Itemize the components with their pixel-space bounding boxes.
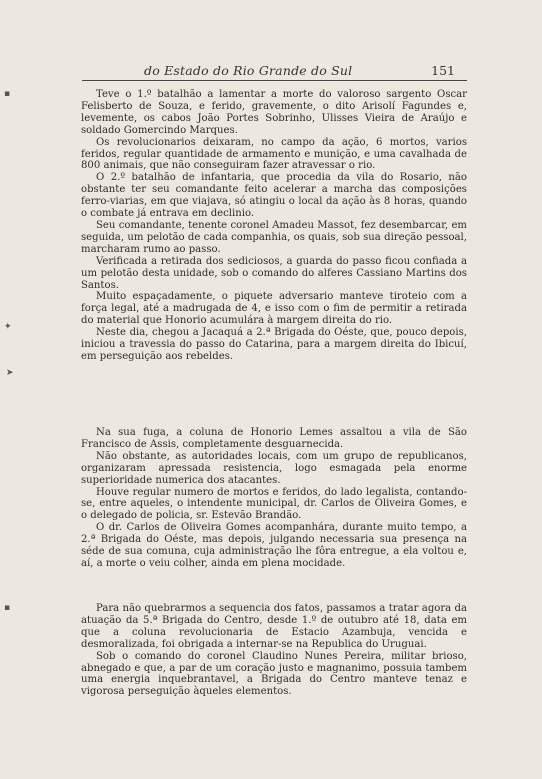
paragraph: Na sua fuga, a coluna de Honorio Lemes assaltou a vila de São Francisco de Assis, completamente desguarnecida.	[81, 427, 467, 450]
paragraph: Muito espaçadamente, o piquete adversario manteve tiroteio com a força legal, até a madrugada de 4, e isso com o fim de permitir a retirada do material que Honorio acumulára à margem direita do rio.	[81, 291, 467, 327]
paragraph: Seu comandante, tenente coronel Amadeu Massot, fez desembarcar, em seguida, um pelotão de cada companhia, os quais, sob sua direção pessoal, marcharam rumo ao passo.	[81, 219, 467, 255]
margin-mark: ➤	[6, 368, 14, 378]
page-header	[82, 63, 467, 81]
paragraph: Houve regular numero de mortos e feridos, do lado legalista, contando-se, entre aqueles, o intendente municipal, dr. Carlos de Oliveira Gomes, e o delegado de policia, sr. Estevão Brandão.	[81, 486, 467, 522]
running-head: do Estado do Rio Grande do Sul	[144, 63, 353, 78]
paragraph: O 2.º batalhão de infantaria, que procedia da vila do Rosario, não obstante ter seu comandante feito acelerar a marcha das composições ferro-viarias, em que viajava, só atingiu o local da ação às 8 horas, quando o combate já entrava em declinio.	[81, 172, 467, 220]
paragraph: Para não quebrarmos a sequencia dos fatos, passamos a tratar agora da atuação da 5.ª Brigada do Centro, desde 1.º de outubro até 18, data em que a coluna revolucionaria de Estacio Azambuja, vencida e desmoralizada, foi obrigada a internar-se na Republica do Uruguai.	[81, 603, 467, 650]
text-section-1	[81, 89, 467, 363]
paragraph: O dr. Carlos de Oliveira Gomes acompanhára, durante muito tempo, a 2.ª Brigada do Oéste, mas depois, julgando necessaria sua presença na séde de sua comuna, cuja administração lhe fôra entregue, a ela voltou e, aí, a morte o veiu colher, ainda em plena mocidade.	[81, 522, 467, 569]
margin-mark: ✦	[4, 322, 12, 332]
page-number: 151	[431, 63, 455, 78]
paragraph: Teve o 1.º batalhão a lamentar a morte do valoroso sargento Oscar Felisberto de Souza, e ferido, gravemente, o dito Arisolí Fagundes e, levemente, os cabos João Portes Sobrinho, Ulisses Vieira de Araújo e soldado Gomercindo Marques.	[81, 89, 467, 136]
paragraph: Os revolucionarios deixaram, no campo da ação, 6 mortos, varios feridos, regular quantidade de armamento e munição, e uma cavalhada de 800 animais, que não conseguiram fazer atravessar o rio.	[81, 136, 467, 172]
paragraph: Neste dia, chegou a Jacaquá a 2.ª Brigada do Oéste, que, pouco depois, iniciou a travessia do passo do Catarina, para a margem direita do Ibicuí, em perseguição aos rebeldes.	[81, 327, 467, 362]
text-section-2	[81, 427, 467, 570]
margin-mark: ▪	[4, 89, 11, 99]
paragraph: Não obstante, as autoridades locais, com um grupo de republicanos, organizaram apressada resistencia, logo esmagada pela enorme superioridade numerica dos atacantes.	[81, 450, 467, 486]
paragraph: Verificada a retirada dos sediciosos, a guarda do passo ficou confiada a um pelotão desta unidade, sob o comando do alferes Cassiano Martins dos Santos.	[81, 255, 467, 291]
margin-mark: ▪	[4, 603, 11, 613]
text-section-3	[81, 603, 467, 698]
paragraph: Sob o comando do coronel Claudino Nunes Pereira, militar brioso, abnegado e que, a par de um coração justo e magnanimo, possuia tambem uma energia inquebrantavel, a Brigada do Centro manteve tenaz e vigorosa perseguição àqueles elementos.	[81, 650, 467, 698]
